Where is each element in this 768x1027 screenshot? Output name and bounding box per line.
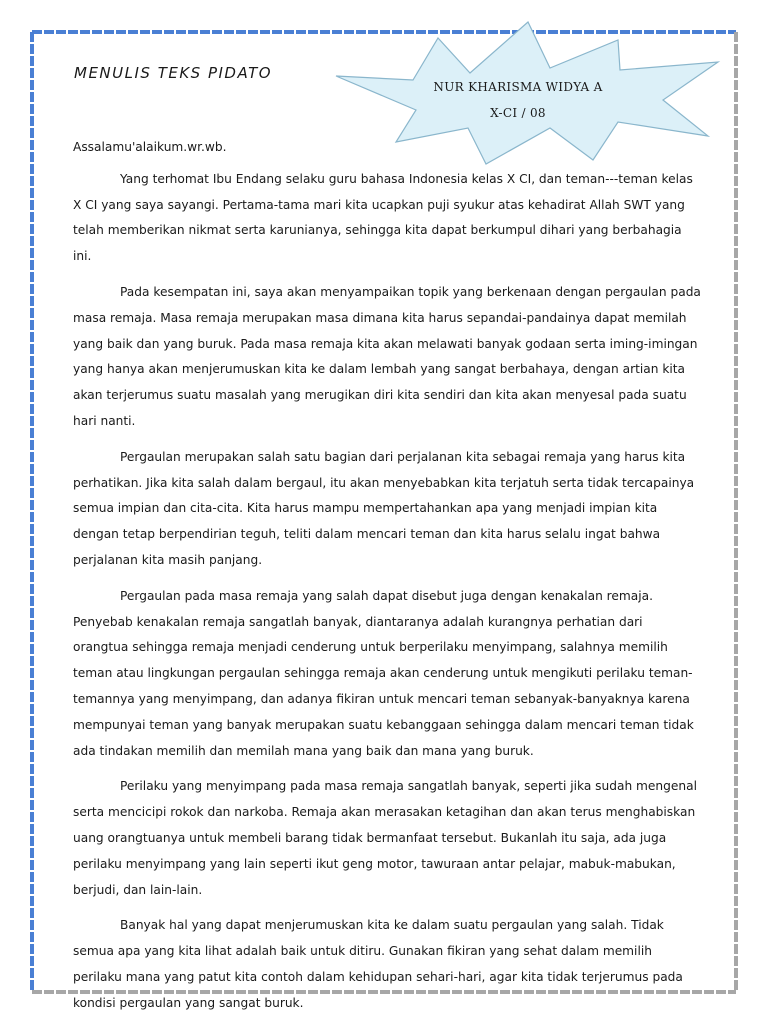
paragraph-6: Banyak hal yang dapat menjerumuskan kita ke dalam suatu pergaulan yang salah. Tidak semua apa yang kita lihat adalah baik untuk ditiru. Gunakan fikiran yang sehat dalam memilih perilaku mana yang patut kita contoh dalam kehidupan sehari-hari, agar kita tidak terjerumus pada kondisi pergaulan yang sangat buruk.	[73, 918, 683, 1010]
author-class: X-CI / 08	[490, 106, 546, 120]
speech-body	[73, 135, 701, 1027]
paragraph-4: Pergaulan pada masa remaja yang salah dapat disebut juga dengan kenakalan remaja. Penyebab kenakalan remaja sangatlah banyak, diantaranya adalah kurangnya perhatian dari orangtua sehingga remaja menjadi cenderung untuk berperilaku menyimpang, salahnya memilih teman atau lingkungan pergaulan sehingga remaja akan cenderung untuk mengikuti perilaku teman-temannya yang menyimpang, dan adanya fikiran untuk mencari teman sebanyak-banyaknya karena mempunyai teman yang banyak merupakan suatu kebanggaan sehingga dalam mencari teman tidak ada tindakan memilih dan memilah mana yang baik dan mana yang buruk.	[73, 588, 694, 758]
paragraph-3: Pergaulan merupakan salah satu bagian dari perjalanan kita sebagai remaja yang harus kita perhatikan. Jika kita salah dalam bergaul, itu akan menyebabkan kita terjatuh serta tidak tercapainya semua impian dan cita-cita. Kita harus mampu mempertahankan apa yang menjadi impian kita dengan tetap berpendirian teguh, teliti dalam mencari teman dan kita harus selalu ingat bahwa perjalanan kita masih panjang.	[73, 449, 695, 567]
page-title: MENULIS TEKS PIDATO	[74, 64, 273, 82]
paragraph-2: Pada kesempatan ini, saya akan menyampaikan topik yang berkenaan dengan pergaulan pada masa remaja. Masa remaja merupakan masa dimana kita harus sepandai-pandainya dapat memilah yang baik dan yang buruk. Pada masa remaja kita akan melawati banyak godaan serta iming-imingan yang hanya akan menjerumuskan kita ke dalam lembah yang sangat berbahaya, dengan artian kita akan terjerumus suatu masalah yang merugikan diri kita sendiri dan kita akan menyesal pada suatu hari nanti.	[73, 284, 701, 428]
greeting-line: Assalamu'alaikum.wr.wb.	[73, 140, 227, 154]
author-name: NUR KHARISMA WIDYA A	[433, 80, 603, 94]
paragraph-1: Yang terhomat Ibu Endang selaku guru bahasa Indonesia kelas X CI, dan teman---teman kelas X CI yang saya sayangi. Pertama-tama mari kita ucapkan puji syukur atas kehadirat Allah SWT yang telah memberikan nikmat serta karunianya, sehingga kita dapat berkumpul dihari yang berbahagia ini.	[73, 171, 693, 264]
paragraph-5: Perilaku yang menyimpang pada masa remaja sangatlah banyak, seperti jika sudah mengenal serta mencicipi rokok dan narkoba. Remaja akan merasakan ketagihan dan akan terus menghabiskan uang orangtuanya untuk membeli barang tidak bermanfaat tersebut. Bukanlah itu saja, ada juga perilaku menyimpang yang lain seperti ikut geng motor, tawuraan antar pelajar, mabuk-mabukan, berjudi, dan lain-lain.	[73, 779, 697, 897]
